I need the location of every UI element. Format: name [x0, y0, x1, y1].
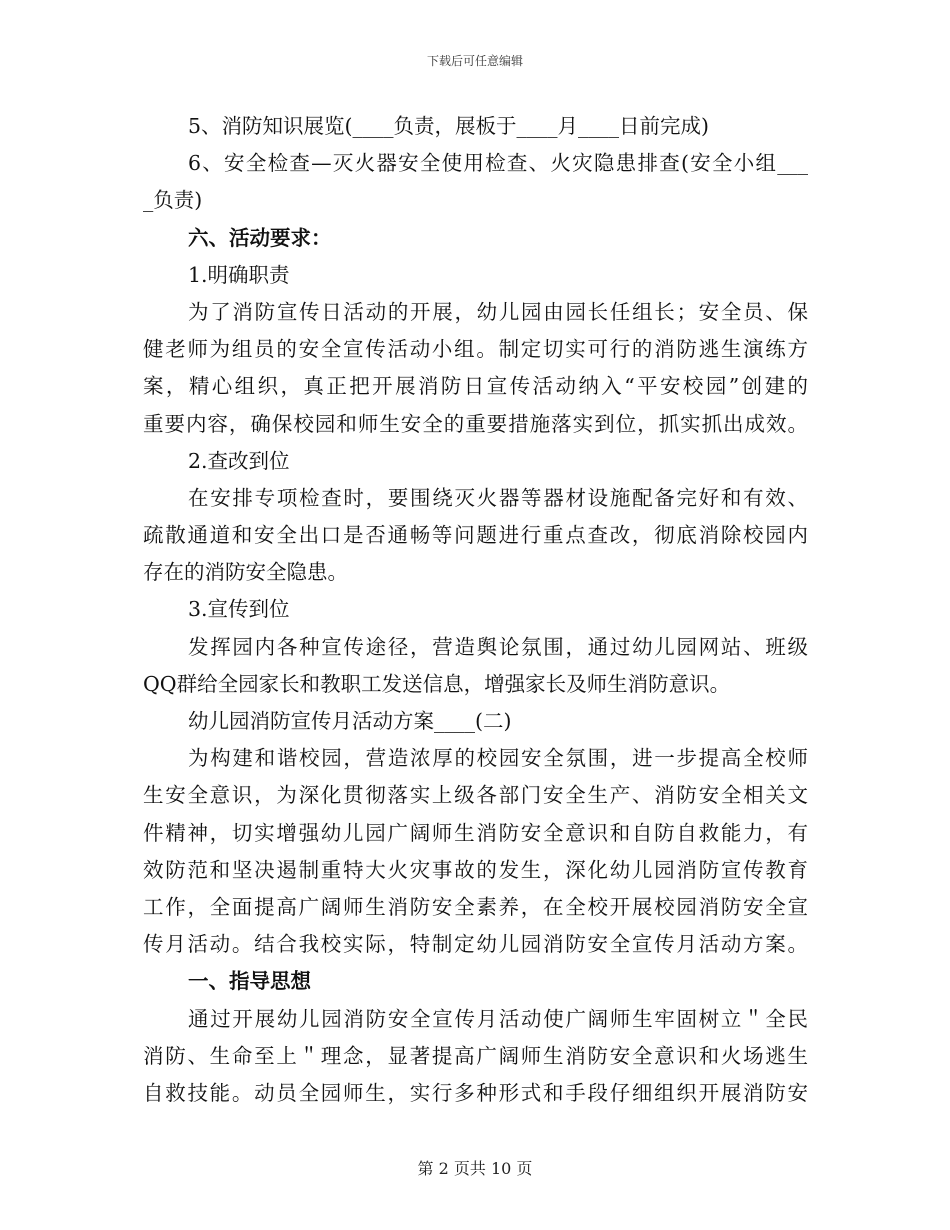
page-header: 下载后可任意编辑: [426, 54, 523, 68]
text-line: 效防范和坚决遏制重特大火灾事故的发生，深化幼儿园消防宣传教育: [143, 857, 808, 882]
text-line: 案，精心组织，真正把开展消防日宣传活动纳入“平安校园”创建的: [143, 374, 808, 399]
text-line: 疏散通道和安全出口是否通畅等问题进行重点查改，彻底消除校园内: [143, 523, 808, 548]
text-line: 2.查改到位: [188, 448, 290, 473]
text-line: 1.明确职责: [188, 262, 290, 287]
text-line: 自救技能。动员全园师生，实行多种形式和手段仔细组织开展消防安: [143, 1080, 808, 1105]
text-line: 通过开展幼儿园消防安全宣传月活动使广阔师生牢固树立＂全民: [188, 1006, 808, 1031]
text-line: 幼儿园消防宣传月活动方案____(二): [188, 709, 512, 733]
text-line: 6、安全检查—灭火器安全使用检查、火灾隐患排查(安全小组___: [188, 151, 808, 176]
text-line: 存在的消防安全隐患。: [143, 560, 348, 585]
text-line: 工作，全面提高广阔师生消防安全素养，在全校开展校园消防安全宣: [143, 894, 808, 919]
text-line: 在安排专项检查时，要围绕灭火器等器材设施配备完好和有效、: [188, 485, 808, 510]
text-line: 重要内容，确保校园和师生安全的重要措施落实到位，抓实抓出成效。: [143, 411, 808, 436]
text-line: 传月活动。结合我校实际，特制定幼儿园消防安全宣传月活动方案。: [143, 932, 808, 957]
section-heading: 一、指导思想: [188, 969, 311, 994]
text-line: 为了消防宣传日活动的开展，幼儿园由园长任组长；安全员、保: [188, 299, 808, 324]
text-line: _负责): [143, 188, 203, 213]
text-line: QQ群给全园家长和教职工发送信息，增强家长及师生消防意识。: [143, 671, 731, 696]
page-footer: 第 2 页共 10 页: [417, 1159, 533, 1178]
document-body: [143, 108, 808, 1112]
text-line: 件精神，切实增强幼儿园广阔师生消防安全意识和自防自救能力，有: [143, 820, 808, 845]
section-heading: 六、活动要求：: [188, 225, 332, 250]
text-line: 生安全意识，为深化贯彻落实上级各部门安全生产、消防安全相关文: [143, 783, 808, 808]
text-line: 健老师为组员的安全宣传活动小组。制定切实可行的消防逃生演练方: [143, 337, 808, 362]
text-line: 消防、生命至上＂理念，显著提高广阔师生消防安全意识和火场逃生: [143, 1043, 808, 1068]
text-line: 3.宣传到位: [188, 597, 290, 622]
text-line: 发挥园内各种宣传途径，营造舆论氛围，通过幼儿园网站、班级: [188, 634, 808, 659]
text-line: 5、消防知识展览(____负责，展板于____月____日前完成): [188, 114, 710, 138]
text-line: 为构建和谐校园，营造浓厚的校园安全氛围，进一步提高全校师: [188, 746, 808, 771]
